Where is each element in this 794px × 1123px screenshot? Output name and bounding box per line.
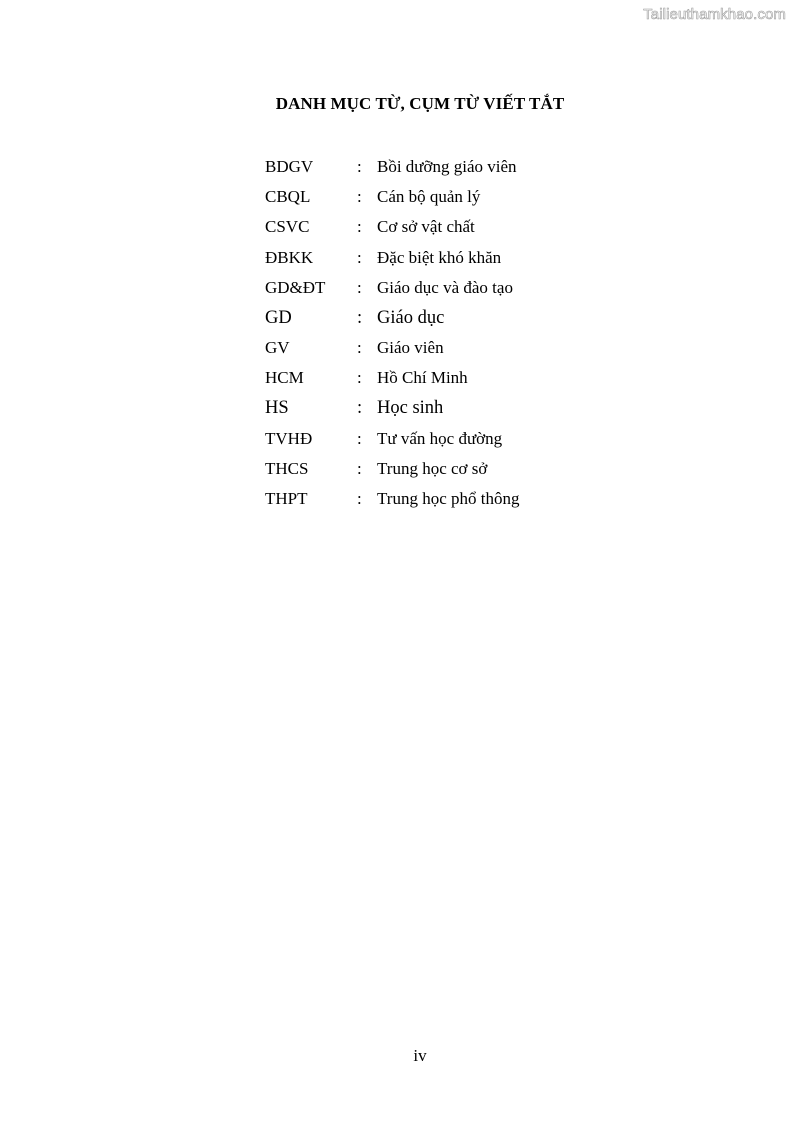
abbreviation-row [265,273,519,303]
abbreviation-term: GV [265,338,290,358]
abbreviation-row [265,243,519,273]
abbreviation-term: HS [265,398,289,419]
abbreviation-meaning: Cán bộ quản lý [377,187,481,207]
abbreviation-separator: : [357,338,362,358]
watermark: Tailieuthamkhao.com [643,6,786,23]
abbreviation-term: THPT [265,489,308,509]
abbreviation-meaning: Trung học cơ sở [377,458,488,478]
abbreviation-meaning: Trung học phổ thông [377,489,520,509]
abbreviation-term: CBQL [265,187,311,207]
abbreviation-meaning: Bồi dưỡng giáo viên [377,157,517,177]
abbreviation-row [265,363,519,393]
abbreviation-term: BDGV [265,157,314,177]
abbreviation-row [265,394,519,424]
abbreviation-meaning: Đặc biệt khó khăn [377,247,502,267]
abbreviation-meaning: Hồ Chí Minh [377,368,468,388]
abbreviation-separator: : [357,307,363,328]
abbreviation-separator: : [357,428,362,448]
page-title: DANH MỤC TỪ, CỤM TỪ VIẾT TẮT [275,94,565,113]
abbreviation-row [265,424,519,454]
abbreviation-term: GD&ĐT [265,277,326,297]
abbreviation-meaning: Tư vấn học đường [377,428,503,448]
abbreviation-separator: : [357,247,362,267]
abbreviation-meaning: Cơ sở vật chất [377,217,475,237]
abbreviation-row [265,182,519,212]
abbreviation-separator: : [357,489,362,509]
abbreviation-meaning: Giáo dục và đào tạo [377,277,513,297]
abbreviation-row [265,454,519,484]
abbreviation-separator: : [357,157,362,177]
abbreviation-term: CSVC [265,217,310,237]
abbreviation-row [265,152,519,182]
abbreviation-row [265,212,519,242]
abbreviation-term: ĐBKK [265,247,314,267]
abbreviation-separator: : [357,458,362,478]
abbreviation-row [265,333,519,363]
abbreviation-separator: : [357,368,362,388]
abbreviation-term: THCS [265,458,309,478]
abbreviation-row [265,303,519,333]
abbreviation-term: GD [265,307,292,328]
abbreviation-term: TVHĐ [265,428,313,448]
abbreviation-term: HCM [265,368,304,388]
abbreviation-meaning: Giáo viên [377,338,444,358]
abbreviation-row [265,484,519,514]
abbreviation-separator: : [357,277,362,297]
abbreviation-meaning: Học sinh [377,398,444,419]
abbreviation-meaning: Giáo dục [377,307,445,328]
abbreviation-separator: : [357,217,362,237]
page-number: iv [413,1046,427,1065]
abbreviation-list [265,152,519,514]
abbreviation-separator: : [357,187,362,207]
abbreviation-separator: : [357,398,363,419]
